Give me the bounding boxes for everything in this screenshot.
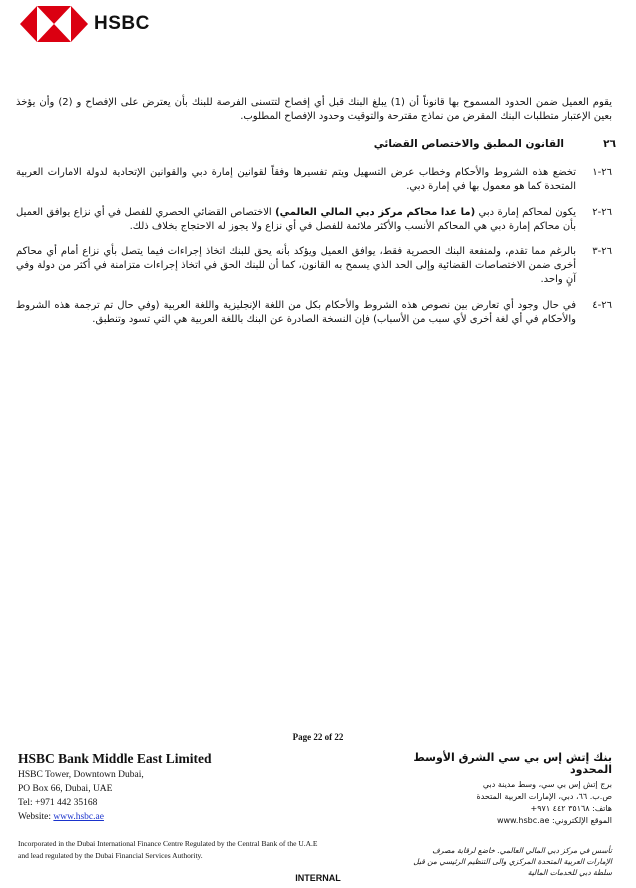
legal-notice-ar: تأسس في مركز دبي المالي العالمي. خاضع لرقابة مصرف الإمارات العربية المتحدة المركزي والى التنظيم الرئيسي من قبل سلطة دبي للخدمات المالية xyxy=(413,846,612,877)
clause-text: بالرغم مما تقدم، ولمنفعة البنك الحصرية فقط، يوافق العميل ويؤكد بأنه يحق للبنك اتخاذ إجراءات فيما يتصل بأي نزاع أمام أي محاكم أخرى ضمن الاختصاصات القضائية وإلى الحد الذي يسمح به القانون، كما أن للبنك الحق في اتخاذ إجراءات متزامنة في أكثر من دولة وفي آنٍ واحد. xyxy=(16,246,576,285)
brand-name: HSBC xyxy=(94,13,150,34)
hsbc-logo xyxy=(20,6,150,42)
clause-26-1 xyxy=(16,166,612,194)
clause-26-4 xyxy=(16,299,612,327)
intro-paragraph: يقوم العميل ضمن الحدود المسموح بها قانوناً أن (1) يبلغ البنك قبل أي إفصاح لتتسنى الفرصة للبنك بأن يعترض على الإفصاح و (2) وأن يؤخذ بعين الإعتبار متطلبات البنك المقرض من نماذج مقترحة والتوقيت وحدود الإفصاح المطلوب. xyxy=(16,97,612,122)
clause-number: ٢٦-٢ xyxy=(592,207,612,218)
clause-text-part-a: يكون لمحاكم إمارة دبي xyxy=(478,207,577,218)
website-label: Website: xyxy=(18,812,54,822)
address-line-2: PO Box 66, Dubai, UAE xyxy=(18,784,113,794)
classification-label: INTERNAL xyxy=(295,873,341,883)
clause-26-3 xyxy=(16,245,612,287)
hsbc-hexagon-icon xyxy=(20,6,88,42)
company-name-ar: بنك إتش إس بي سي الشرق الأوسط المحدود xyxy=(413,751,612,776)
company-name-en: HSBC Bank Middle East Limited xyxy=(18,751,212,766)
footer-arabic xyxy=(412,752,612,878)
website-ar: الموقع الإلكتروني: www.hsbc.ae xyxy=(496,816,612,825)
clause-number: ٢٦-٤ xyxy=(592,300,612,311)
clause-text: تخضع هذه الشروط والأحكام وخطاب عرض التسهيل ويتم تفسيرها وفقاً لقوانين إمارة دبي والقوانين الإتحادية لدولة الامارات العربية المتحدة كما هو معمول بها في إمارة دبي. xyxy=(16,167,576,192)
clause-number: ٢٦-١ xyxy=(592,167,612,178)
clause-number: ٢٦-٣ xyxy=(592,246,612,257)
clause-text: في حال وجود أي تعارض بين نصوص هذه الشروط والأحكام بكل من اللغة الإنجليزية واللغة العربية (وفي حال تم ترجمة هذه الشروط والأحكام في أي لغة أخرى لأي سبب من الأسباب) فإن النسخة الصادرة عن البنك باللغة العربية هي التي تسود وتنطبق. xyxy=(16,300,576,325)
website-link[interactable]: www.hsbc.ae xyxy=(53,812,104,822)
telephone: Tel: +971 442 35168 xyxy=(18,798,98,808)
page-number: Page 22 of 22 xyxy=(292,732,344,742)
address-line-1: HSBC Tower, Downtown Dubai, xyxy=(18,770,144,780)
clause-26-2 xyxy=(16,206,612,234)
legal-notice-en: Incorporated in the Dubai International Finance Centre Regulated by the Central Bank of the U.A.E and lead regulated by the Dubai Financial Services Authority. xyxy=(18,839,318,860)
clause-text xyxy=(16,206,576,234)
telephone-ar: هاتف: ٣٥١٦٨ ٤٤٢ ٩٧١+ xyxy=(530,804,612,813)
clause-text-part-b: الاختصاص القضائي الحصري للفصل في أي نزاع يوافق العميل بأن محاكم إمارة دبي هي المحاكم الأنسب والأكثر ملائمة للفصل في أي نزاع ولا يجوز له الاحتجاج بخلاف ذلك. xyxy=(16,207,576,232)
address-line-1-ar: برج إتش إس بي سي، وسط مدينة دبي xyxy=(482,780,612,789)
footer-english xyxy=(18,751,318,860)
section-title: القانون المطبق والاختصاص القضائي xyxy=(373,138,564,150)
website-line xyxy=(18,810,212,824)
clause-text-bold: (ما عدا محاكم مركز دبي المالي العالمي) xyxy=(275,207,476,218)
section-number: ٢٦ xyxy=(603,138,616,150)
section-heading xyxy=(374,138,616,150)
address-line-2-ar: ص.ب. ٦٦، دبي، الإمارات العربية المتحدة xyxy=(476,792,612,801)
